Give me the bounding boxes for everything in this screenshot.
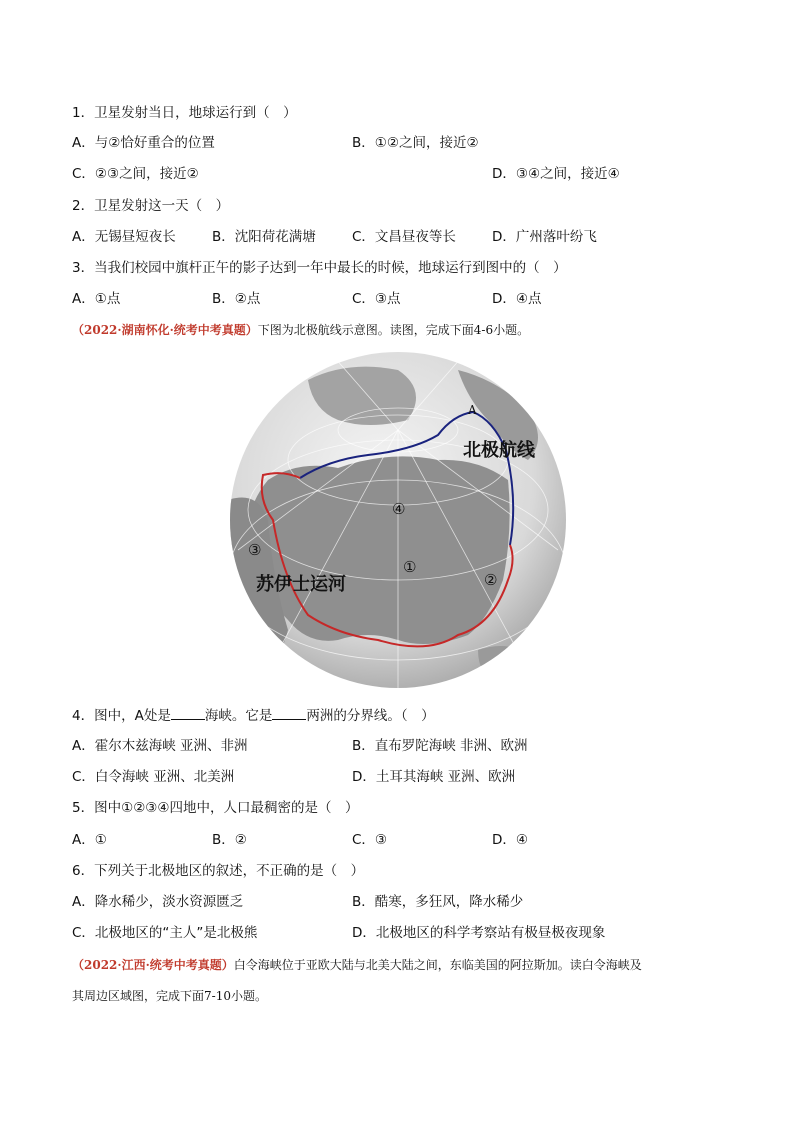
q3-option-d: D．④点	[492, 291, 542, 307]
q3-stem: 3．当我们校园中旗杆正午的影子达到一年中最长的时候，地球运行到图中的（ ）	[72, 260, 567, 276]
q1-option-d: D．③④之间，接近④	[492, 166, 620, 182]
q4-stem	[72, 705, 435, 726]
q2-option-c: C．文昌昼夜等长	[352, 229, 456, 245]
q4-stem-pre: 4．图中，A处是	[72, 708, 171, 724]
q3-option-c: C．③点	[352, 291, 401, 307]
q4-stem-post: 两洲的分界线。（ ）	[306, 708, 435, 724]
intro-1-source: （2022·湖南怀化·统考中考真题）	[72, 323, 258, 337]
q1-option-b: B．①②之间，接近②	[352, 135, 479, 151]
intro-2	[72, 955, 642, 975]
intro-1-text: 下图为北极航线示意图。读图，完成下面4-6小题。	[257, 323, 530, 337]
q6-option-d: D．北极地区的科学考察站有极昼极夜现象	[352, 925, 606, 941]
q2-option-b: B．沈阳荷花满塘	[212, 229, 316, 245]
q3-option-a: A．①点	[72, 291, 121, 307]
q1-option-a: A．与②恰好重合的位置	[72, 135, 215, 151]
label-arctic-route: 北极航线	[463, 440, 535, 461]
q6-option-a: A．降水稀少，淡水资源匮乏	[72, 894, 244, 910]
intro-2-text: 白令海峡位于亚欧大陆与北美大陆之间，东临美国的阿拉斯加。读白令海峡及	[233, 958, 642, 972]
q6-option-b: B．酷寒，多狂风，降水稀少	[352, 894, 524, 910]
q5-option-a: A．①	[72, 832, 107, 848]
intro-2-continued: 其周边区域图，完成下面7-10小题。	[72, 989, 267, 1003]
q5-option-d: D．④	[492, 832, 528, 848]
marker-3: ③	[248, 541, 262, 559]
q4-stem-mid: 海峡。它是	[204, 708, 273, 724]
label-suez-canal: 苏伊士运河	[256, 574, 346, 595]
intro-2-source: （2022·江西·统考中考真题）	[72, 958, 234, 972]
q6-option-c: C．北极地区的“主人”是北极熊	[72, 925, 258, 941]
q2-option-d: D．广州落叶纷飞	[492, 229, 597, 245]
label-a: A	[468, 403, 477, 417]
q1-option-c: C．②③之间，接近②	[72, 166, 199, 182]
marker-1: ①	[403, 558, 417, 576]
intro-1	[72, 320, 529, 340]
q5-stem: 5．图中①②③④四地中，人口最稠密的是（ ）	[72, 800, 359, 816]
marker-2: ②	[484, 571, 498, 589]
q4-option-d: D．土耳其海峡 亚洲、欧洲	[352, 769, 516, 785]
q4-blank-2	[272, 705, 306, 720]
q3-option-b: B．②点	[212, 291, 261, 307]
q2-stem: 2．卫星发射这一天（ ）	[72, 198, 230, 214]
q6-stem: 6．下列关于北极地区的叙述，不正确的是（ ）	[72, 863, 365, 879]
q5-option-c: C．③	[352, 832, 388, 848]
q4-option-c: C．白令海峡 亚洲、北美洲	[72, 769, 235, 785]
q5-option-b: B．②	[212, 832, 247, 848]
arctic-route-map	[228, 350, 568, 690]
q4-option-b: B．直布罗陀海峡 非洲、欧洲	[352, 738, 528, 754]
marker-4: ④	[392, 500, 406, 518]
q4-option-a: A．霍尔木兹海峡 亚洲、非洲	[72, 738, 248, 754]
q2-option-a: A．无锡昼短夜长	[72, 229, 176, 245]
q1-stem: 1．卫星发射当日，地球运行到（ ）	[72, 105, 297, 121]
q4-blank-1	[171, 705, 205, 720]
